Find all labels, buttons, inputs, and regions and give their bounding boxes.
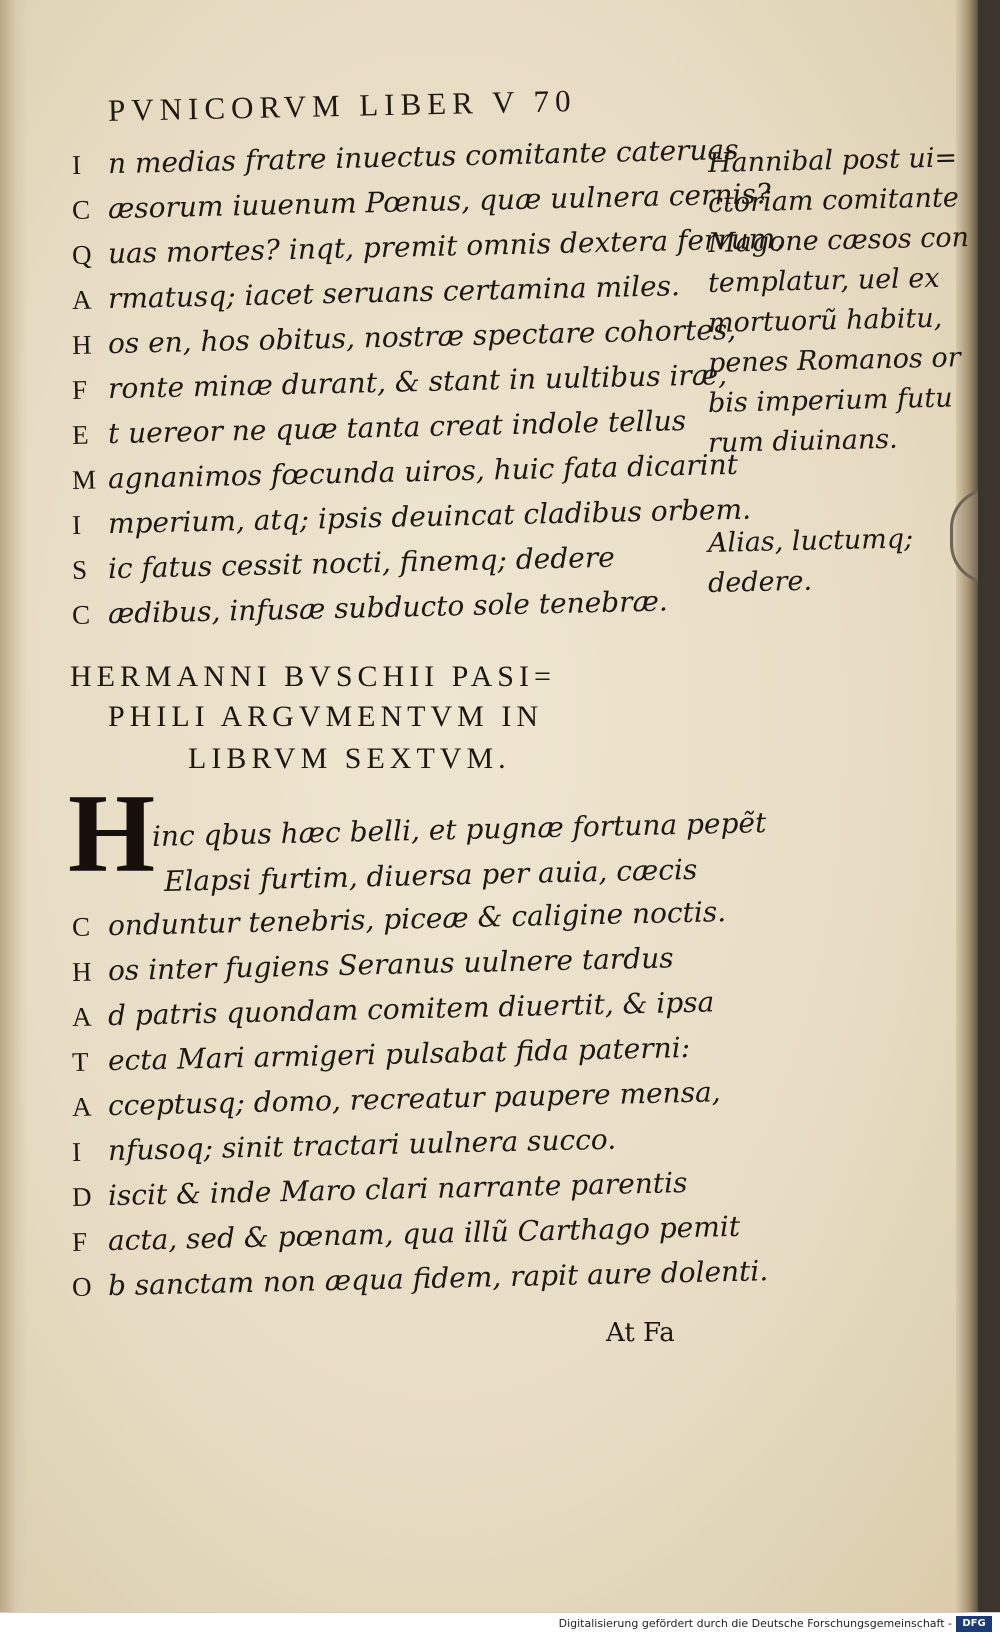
verse-line: C onduntur tenebris, piceæ & caligine noctis.	[71, 895, 727, 943]
verse-line: T ecta Mari armigeri pulsabat fida paterni:	[71, 1030, 691, 1078]
book-page: PVNICORVM LIBER V 70 I n medias fratre inuectus comitante cateruas C æsorum iuuenum Pœnus, quæ uulnera cernis? Q uas mortes? inqt, premit omnis dextera ferrum, A rmatusq; iacet seruans certamina miles. H os en, hos obitus, nostræ spectare cohortes, F ronte minæ durant, & stant in uultibus iræ, E t uereor ne quæ tanta creat indole tellus M agnanimos fœcunda uiros, huic fata dicarint I mperium, atq; ipsis deuincat cladibus orbem. S ic fatus cessit nocti, finemq; dedere C ædibus, infusæ subducto sole tenebræ. Hannibal post ui= ctoriam comitante Magone cæsos con templatur, uel ex mortuorũ habitu, penes Romanos or bis imperium futu rum diuinans. Alias, luctumq; dedere. HERMANNI BVSCHII PASI= PHILI ARGVMENTVM IN LIBRVM SEXTVM. H inc qbus hæc belli, et pugnæ fortuna pepẽt Elapsi furtim, diuersa per auia, cæcis C onduntur tenebris, piceæ & caligine noctis. H os inter fugiens Seranus uulnere tardus A d patris quondam comitem diuertit, & ipsa T ecta Mari armigeri pulsabat fida paterni: A cceptusq; domo, recreatur paupere mensa, I nfusoq; sinit tractari uulnera succo. D iscit & inde Maro clari narrante parentis F acta, sed & pœnam, qua illũ Carthago pemit O b sanctam non æqua fidem, rapit aure dolenti. At Fa	[0, 0, 978, 1612]
verse-line: S ic fatus cessit nocti, finemq; dedere	[71, 540, 616, 586]
verse-line: Q uas mortes? inqt, premit omnis dextera ferrum,	[71, 221, 785, 271]
verse-line: I n medias fratre inuectus comitante cateruas	[71, 132, 739, 181]
digitization-footer	[0, 1612, 1000, 1636]
verse-line: A cceptusq; domo, recreatur paupere mensa,	[71, 1075, 721, 1123]
verse-line: F acta, sed & pœnam, qua illũ Carthago pemit	[71, 1209, 741, 1258]
verse-line: M agnanimos fœcunda uiros, huic fata dicarint	[71, 447, 739, 496]
verse-line: H os en, hos obitus, nostræ spectare cohortes,	[71, 312, 737, 361]
verse-line: E t uereor ne quæ tanta creat indole tellus	[71, 404, 687, 451]
verse-line: I nfusoq; sinit tractari uulnera succo.	[71, 1122, 617, 1168]
catchword: At Fa	[606, 1318, 675, 1348]
verse-line: Elapsi furtim, diuersa per auia, cæcis	[163, 852, 698, 898]
verse-line: C ædibus, infusæ subducto sole tenebræ.	[71, 584, 669, 631]
verse-line: A d patris quondam comitem diuertit, & ipsa	[71, 985, 715, 1033]
verse-line: H os inter fugiens Seranus uulnere tardus	[71, 941, 674, 988]
funding-credit: Digitalisierung gefördert durch die Deutsche Forschungsgemeinschaft -	[558, 1617, 952, 1630]
verse-line: inc qbus hæc belli, et pugnæ fortuna pepẽt	[151, 806, 767, 853]
verse-line: A rmatusq; iacet seruans certamina miles.	[71, 269, 681, 316]
running-head: PVNICORVM LIBER V 70	[107, 83, 577, 128]
dfg-logo: DFG	[956, 1616, 992, 1632]
verse-line: O b sanctam non æqua fidem, rapit aure dolenti.	[71, 1254, 769, 1303]
verse-line: I mperium, atq; ipsis deuincat cladibus orbem.	[71, 492, 752, 541]
verse-line: C æsorum iuuenum Pœnus, quæ uulnera cernis?	[71, 177, 772, 226]
drop-capital: H	[68, 772, 156, 896]
verse-line: D iscit & inde Maro clari narrante parentis	[71, 1166, 688, 1213]
verse-line: F ronte minæ durant, & stant in uultibus iræ,	[71, 358, 728, 406]
